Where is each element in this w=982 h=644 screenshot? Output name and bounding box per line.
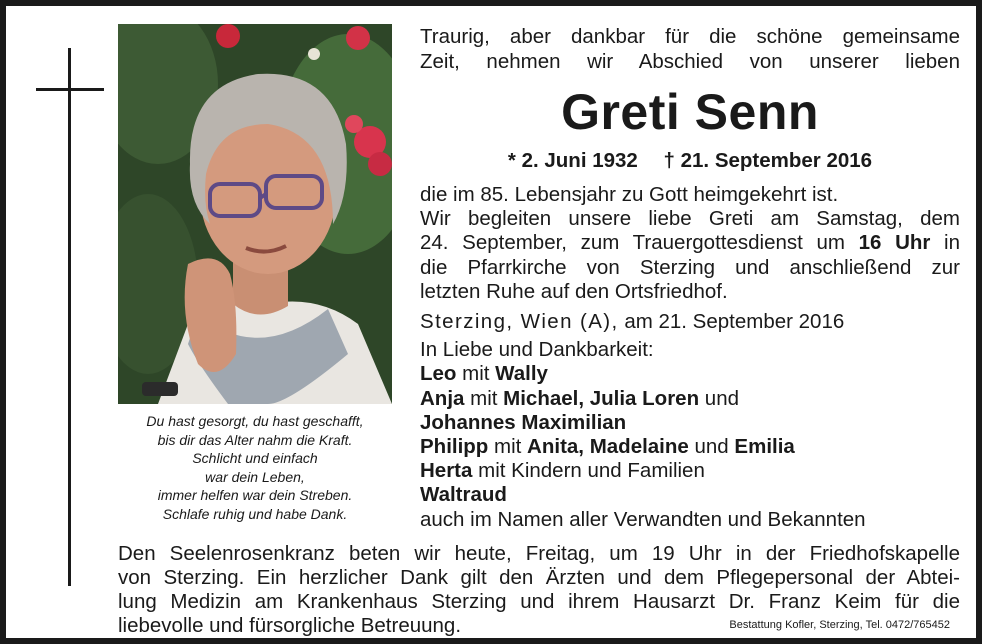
poem-line: immer helfen war dein Streben. bbox=[157, 487, 353, 503]
body-line: letzten Ruhe auf den Ortsfriedhof. bbox=[420, 279, 728, 303]
closing-line: Den Seelenrosenkranz beten wir heute, Freitag, um 19 Uhr in der Friedhofskapelle bbox=[118, 542, 960, 565]
thanks-line: In Liebe und Dankbarkeit: bbox=[420, 338, 654, 362]
body-text: in bbox=[944, 231, 960, 255]
family-name: Emilia bbox=[734, 435, 795, 459]
family-line bbox=[420, 483, 960, 507]
funeral-home-credit: Bestattung Kofler, Sterzing, Tel. 0472/765452 bbox=[729, 619, 950, 631]
family-line bbox=[420, 411, 960, 435]
body-line bbox=[420, 231, 960, 255]
family-line bbox=[420, 362, 960, 386]
family-name: Leo bbox=[420, 362, 457, 386]
cross-icon bbox=[68, 48, 71, 586]
portrait-photo-drawing bbox=[118, 24, 392, 404]
family-conj: mit bbox=[464, 386, 504, 410]
body-line: die Pfarrkirche von Sterzing und anschließend zur bbox=[420, 255, 960, 279]
family-line bbox=[420, 435, 960, 459]
family-conj: und bbox=[699, 386, 740, 410]
place-date-text: am 21. September 2016 bbox=[618, 310, 845, 334]
intro-line: Traurig, aber dankbar für die schöne gemeinsame bbox=[420, 25, 960, 48]
notice-body bbox=[420, 183, 960, 532]
family-line bbox=[420, 459, 960, 483]
cross-icon-bar bbox=[36, 88, 104, 91]
family-line bbox=[420, 387, 960, 411]
family-conj: und bbox=[688, 435, 735, 459]
place-date bbox=[420, 310, 960, 334]
poem-line: Du hast gesorgt, du hast geschafft, bbox=[146, 413, 364, 429]
family-conj: mit bbox=[456, 362, 496, 386]
family-conj: mit bbox=[488, 435, 528, 459]
place-names: Sterzing, Wien (A), bbox=[420, 310, 619, 334]
family-name: Herta bbox=[420, 459, 473, 483]
deceased-name: Greti Senn bbox=[561, 84, 819, 140]
family-name: Johannes Maximilian bbox=[420, 410, 627, 434]
body-line: die im 85. Lebensjahr zu Gott heimgekehrt ist. bbox=[420, 183, 839, 206]
closing-line: liebevolle und fürsorgliche Betreuung. bbox=[118, 614, 462, 637]
family-name: Wally bbox=[495, 362, 548, 386]
portrait-photo bbox=[118, 24, 392, 404]
death-date: † 21. September 2016 bbox=[663, 149, 873, 172]
memorial-poem bbox=[114, 412, 396, 523]
family-name: Anja bbox=[420, 386, 465, 410]
body-text: 24. September, zum Trauergottesdienst um bbox=[420, 231, 845, 255]
life-dates bbox=[420, 148, 960, 174]
intro-text bbox=[420, 24, 960, 74]
family-list bbox=[420, 362, 960, 531]
family-name: Anita, Madelaine bbox=[527, 435, 689, 459]
family-name: Waltraud bbox=[420, 483, 507, 507]
intro-line: Zeit, nehmen wir Abschied von unserer lieben bbox=[420, 50, 960, 73]
poem-line: bis dir das Alter nahm die Kraft. bbox=[157, 431, 353, 448]
service-time: 16 Uhr bbox=[858, 231, 931, 255]
poem-line: Schlicht und einfach bbox=[192, 450, 318, 466]
poem-line: war dein Leben, bbox=[205, 468, 305, 485]
closing-line: lung Medizin am Krankenhaus Sterzing und ihrem Hausarzt Dr. Franz Keim für die bbox=[118, 590, 960, 613]
family-line: auch im Namen aller Verwandten und Bekannten bbox=[420, 507, 866, 531]
family-name: Michael, Julia Loren bbox=[503, 386, 700, 410]
poem-line: Schlafe ruhig und habe Dank. bbox=[162, 505, 348, 522]
closing-line: von Sterzing. Ein herzlicher Dank gilt den Ärzten und dem Pflegepersonal der Abtei- bbox=[118, 566, 960, 589]
family-text: mit Kindern und Familien bbox=[472, 459, 705, 483]
body-line: Wir begleiten unsere liebe Greti am Samstag, dem bbox=[420, 207, 960, 231]
family-name: Philipp bbox=[420, 435, 489, 459]
birth-date: * 2. Juni 1932 bbox=[507, 149, 638, 172]
